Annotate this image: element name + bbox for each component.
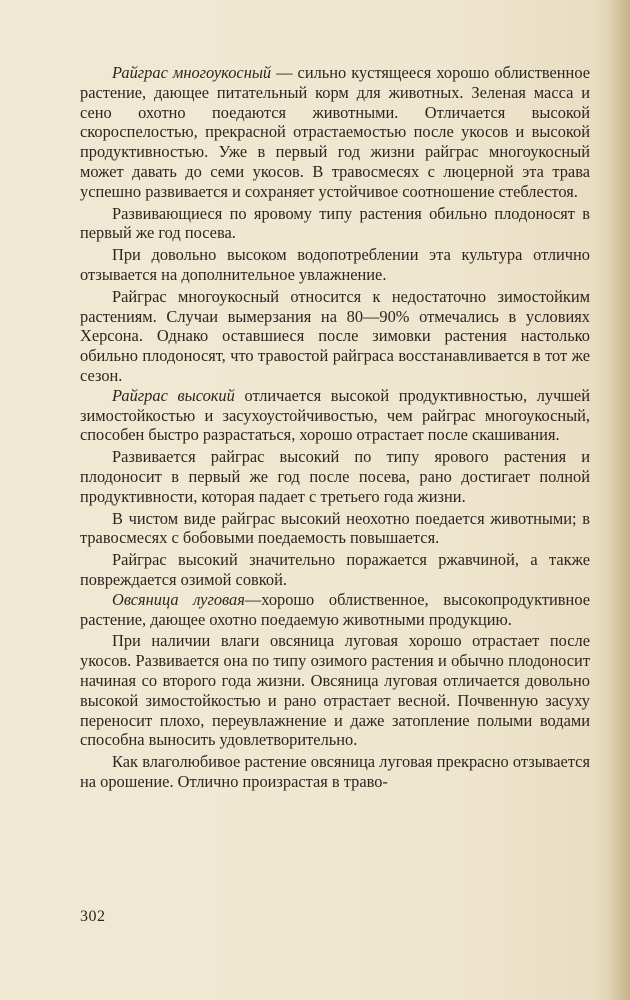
paragraph-text: Как влаголюбивое растение овсяница луговая прекрасно отзывается на орошение. Отлично произрастая в траво- xyxy=(80,752,590,791)
paragraph-ryegrass-multicut xyxy=(80,63,590,202)
paragraph-text: —хорошо облиственное, высокопродуктивное растение, дающее охотно поедаемую животными продукцию. xyxy=(80,589,590,629)
text-block xyxy=(80,63,590,792)
paragraph xyxy=(80,447,590,506)
paragraph-text: отличается высокой продуктивностью, лучшей зимостойкостью и засухоустойчивостью, чем райграс многоукосный, способен быстро разрастаться, хорошо отрастает после скашивания. xyxy=(80,385,590,445)
paragraph-text: — сильно кустящееся хорошо облиственное растение, дающее питательный корм для животных. Зеленая масса и сено охотно поедаются животными. Отличается высокой скороспелостью, прекрасной отрастаемостью после укосов и высокой продуктивностью. Уже в первый год жизни райграс многоукосный может давать до семи укосов. В травосмесях с люцерной эта трава успешно развивается и сохраняет устойчивое соотношение стеблестоя. xyxy=(80,63,590,201)
paragraph xyxy=(80,550,590,590)
paragraph-text: При наличии влаги овсяница луговая хорошо отрастает после укосов. Развивается она по типу озимого растения и обычно плодоносит начиная со второго года жизни. Овсяница луговая отличается довольно высокой зимостойкостью и рано отрастает весной. Почвенную засуху переносит плохо, переувлажнение и даже затопление полыми водами способна выносить удовлетворительно. xyxy=(80,631,590,750)
term-meadow-fescue: Овсяница луговая xyxy=(112,589,245,609)
paragraph-ryegrass-tall xyxy=(80,386,590,445)
paragraph xyxy=(80,204,590,244)
paragraph-text: Развивается райграс высокий по типу ярового растения и плодоносит в первый же год после посева, рано достигает полной продуктивности, которая падает с третьего года жизни. xyxy=(80,447,590,506)
paragraph xyxy=(80,509,590,549)
paragraph-text: Развивающиеся по яровому типу растения обильно плодоносят в первый же год посева. xyxy=(80,203,590,243)
term-ryegrass-tall: Райграс высокий xyxy=(112,385,235,405)
paragraph-text: В чистом виде райграс высокий неохотно поедается животными; в травосмесях с бобовыми поедаемость повышается. xyxy=(80,508,590,548)
paragraph xyxy=(80,631,590,750)
paragraph xyxy=(80,287,590,386)
paragraph-meadow-fescue xyxy=(80,590,590,630)
paragraph xyxy=(80,752,590,792)
page-edge-shadow xyxy=(608,0,630,1000)
paragraph xyxy=(80,245,590,285)
paragraph-text: Райграс многоукосный относится к недостаточно зимостойким растениям. Случаи вымерзания на 80—90% отмечались в условиях Херсона. Однако оставшиеся после зимовки растения настолько обильно плодоносят, что травостой райграса восстанавливается в тот же сезон. xyxy=(80,286,590,385)
paragraph-text: При довольно высоком водопотреблении эта культура отлично отзывается на дополнительное увлажнение. xyxy=(80,245,590,284)
page-number: 302 xyxy=(80,908,106,925)
term-ryegrass-multicut: Райграс многоукосный xyxy=(112,63,272,82)
paragraph-text: Райграс высокий значительно поражается ржавчиной, а также повреждается озимой совкой. xyxy=(80,550,590,589)
